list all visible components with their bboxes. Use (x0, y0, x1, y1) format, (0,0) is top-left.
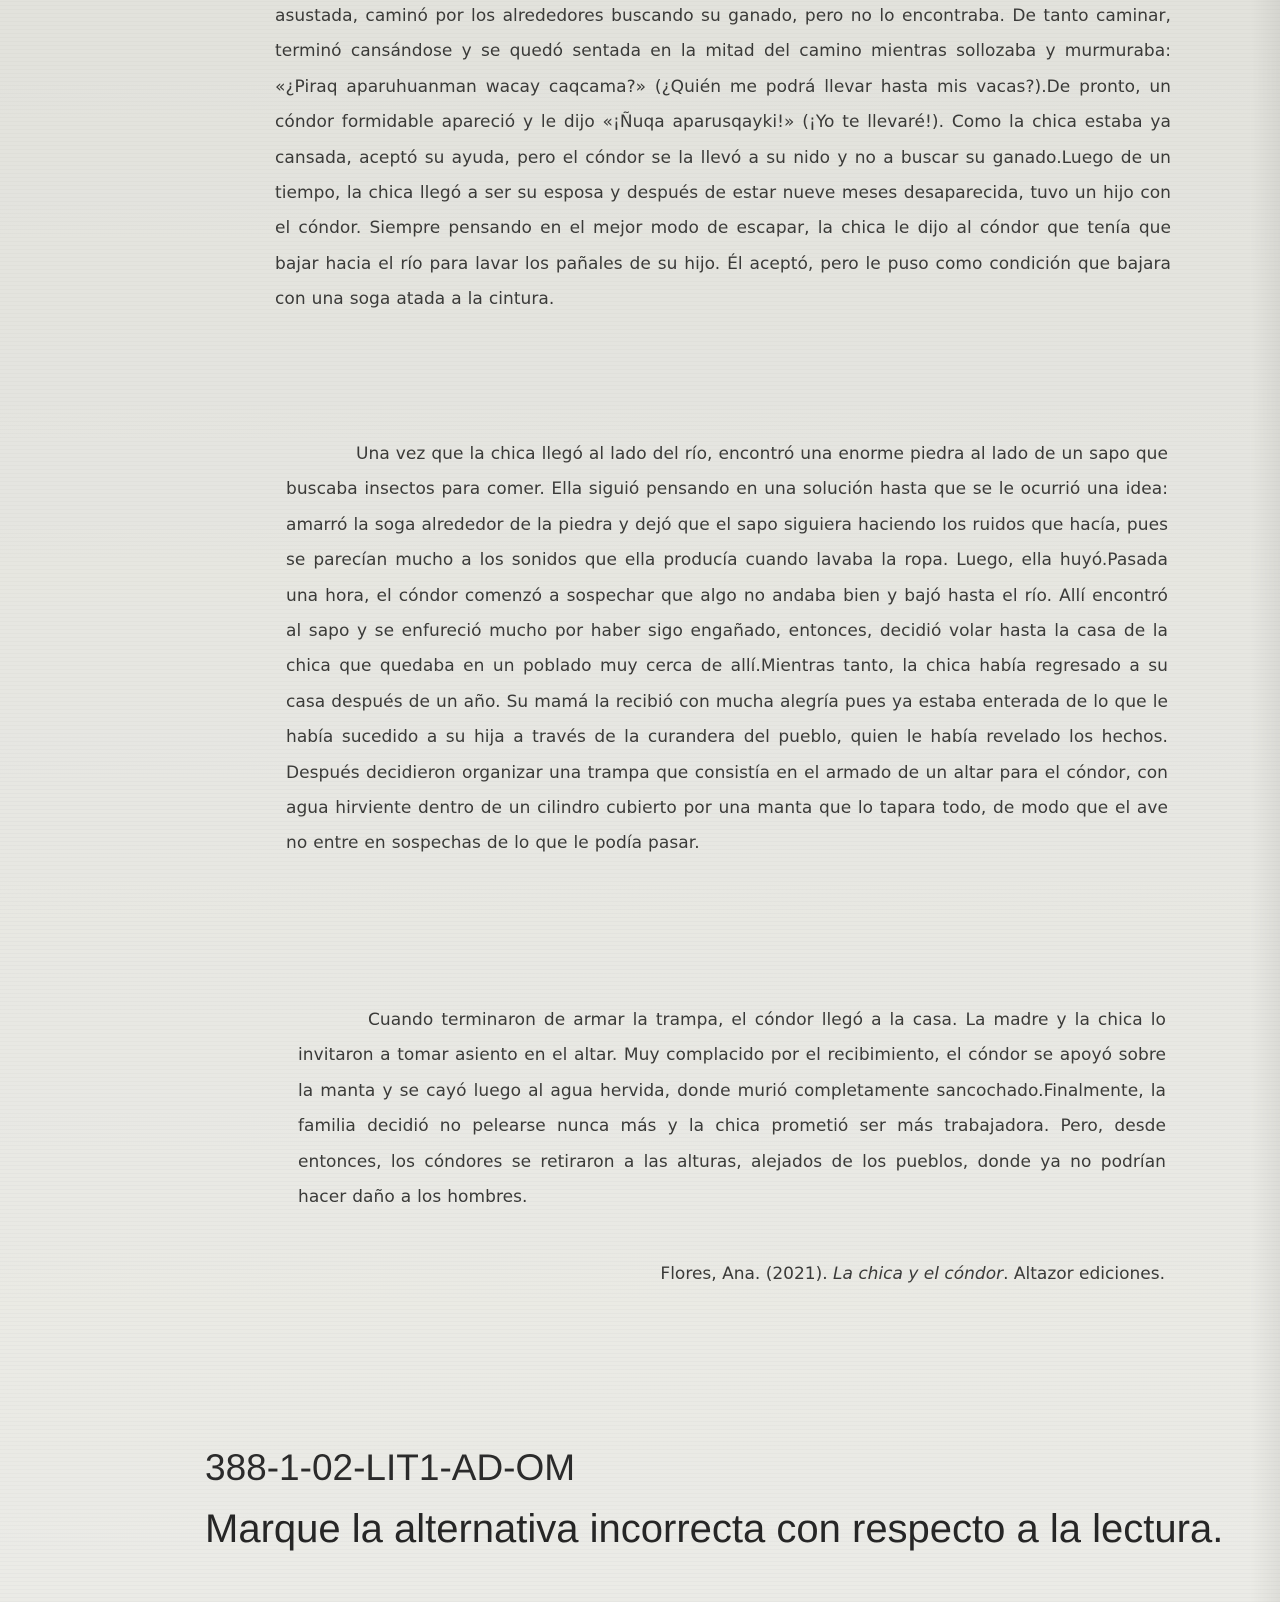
citation-publisher: . Altazor ediciones. (1003, 1264, 1165, 1284)
citation-author: Flores, Ana. (2021). (660, 1264, 834, 1284)
question-code: 388-1-02-LIT1-AD-OM (205, 1447, 576, 1488)
citation-title: La chica y el cóndor (833, 1264, 1004, 1284)
story-paragraph-3-text: Cuando terminaron de armar la trampa, el cóndor llegó a la casa. La madre y la chica lo invitaron a tomar asiento en el altar. Muy complacido por el recibimiento, el cóndor se apoyó sobre la manta y se cayó luego al agua hervida, donde murió completamente sancochado.Finalmente, la familia decidió no pelearse nunca más y la chica prometió ser más trabajadora. Pero, desde entonces, los cóndores se retiraron a las alturas, alejados de los pueblos, donde ya no podrían hacer daño a los hombres. (298, 1010, 1166, 1208)
question-prompt: Marque la alternativa incorrecta con respecto a la lectura. (205, 1507, 1224, 1551)
story-paragraph-2 (286, 437, 1168, 862)
screen-edge-shadow (1250, 0, 1280, 1602)
story-paragraph-1: asustada, caminó por los alrededores buscando su ganado, pero no lo encontraba. De tanto caminar, terminó cansándose y se quedó sentada en la mitad del camino mientras sollozaba y murmuraba: «¿Piraq aparuhuanman wacay caqcama?» (¿Quién me podrá llevar hasta mis vacas?).De pronto, un cóndor formidable apareció y le dijo «¡Ñuqa aparusqayki!» (¡Yo te llevaré!). Como la chica estaba ya cansada, aceptó su ayuda, pero el cóndor se la llevó a su nido y no a buscar su ganado.Luego de un tiempo, la chica llegó a ser su esposa y después de estar nueve meses desaparecida, tuvo un hijo con el cóndor. Siempre pensando en el mejor modo de escapar, la chica le dijo al cóndor que tenía que bajar hacia el río para lavar los pañales de su hijo. Él aceptó, pero le puso como condición que bajara con una soga atada a la cintura. (275, 6, 1171, 310)
story-paragraph-2-text: Una vez que la chica llegó al lado del río, encontró una enorme piedra al lado de un sapo que buscaba insectos para comer. Ella siguió pensando en una solución hasta que se le ocurrió una idea: amarró la soga alrededor de la piedra y dejó que el sapo siguiera haciendo los ruidos que hacía, pues se parecían mucho a los sonidos que ella producía cuando lavaba la ropa. Luego, ella huyó.Pasada una hora, el cóndor comenzó a sospechar que algo no andaba bien y bajó hasta el río. Allí encontró al sapo y se enfureció mucho por haber sigo engañado, entonces, decidió volar hasta la casa de la chica que quedaba en un poblado muy cerca de allí.Mientras tanto, la chica había regresado a su casa después de un año. Su mamá la recibió con mucha alegría pues ya estaba enterada de lo que le había sucedido a su hija a través de la curandera del pueblo, quien le había revelado los hechos. Después decidieron organizar una trampa que consistía en el armado de un altar para el cóndor, con agua hirviente dentro de un cilindro cubierto por una manta que lo tapara todo, de modo que el ave no entre en sospechas de lo que le podía pasar. (286, 444, 1168, 854)
story-paragraph-3 (298, 1003, 1166, 1215)
citation (660, 1264, 1165, 1284)
